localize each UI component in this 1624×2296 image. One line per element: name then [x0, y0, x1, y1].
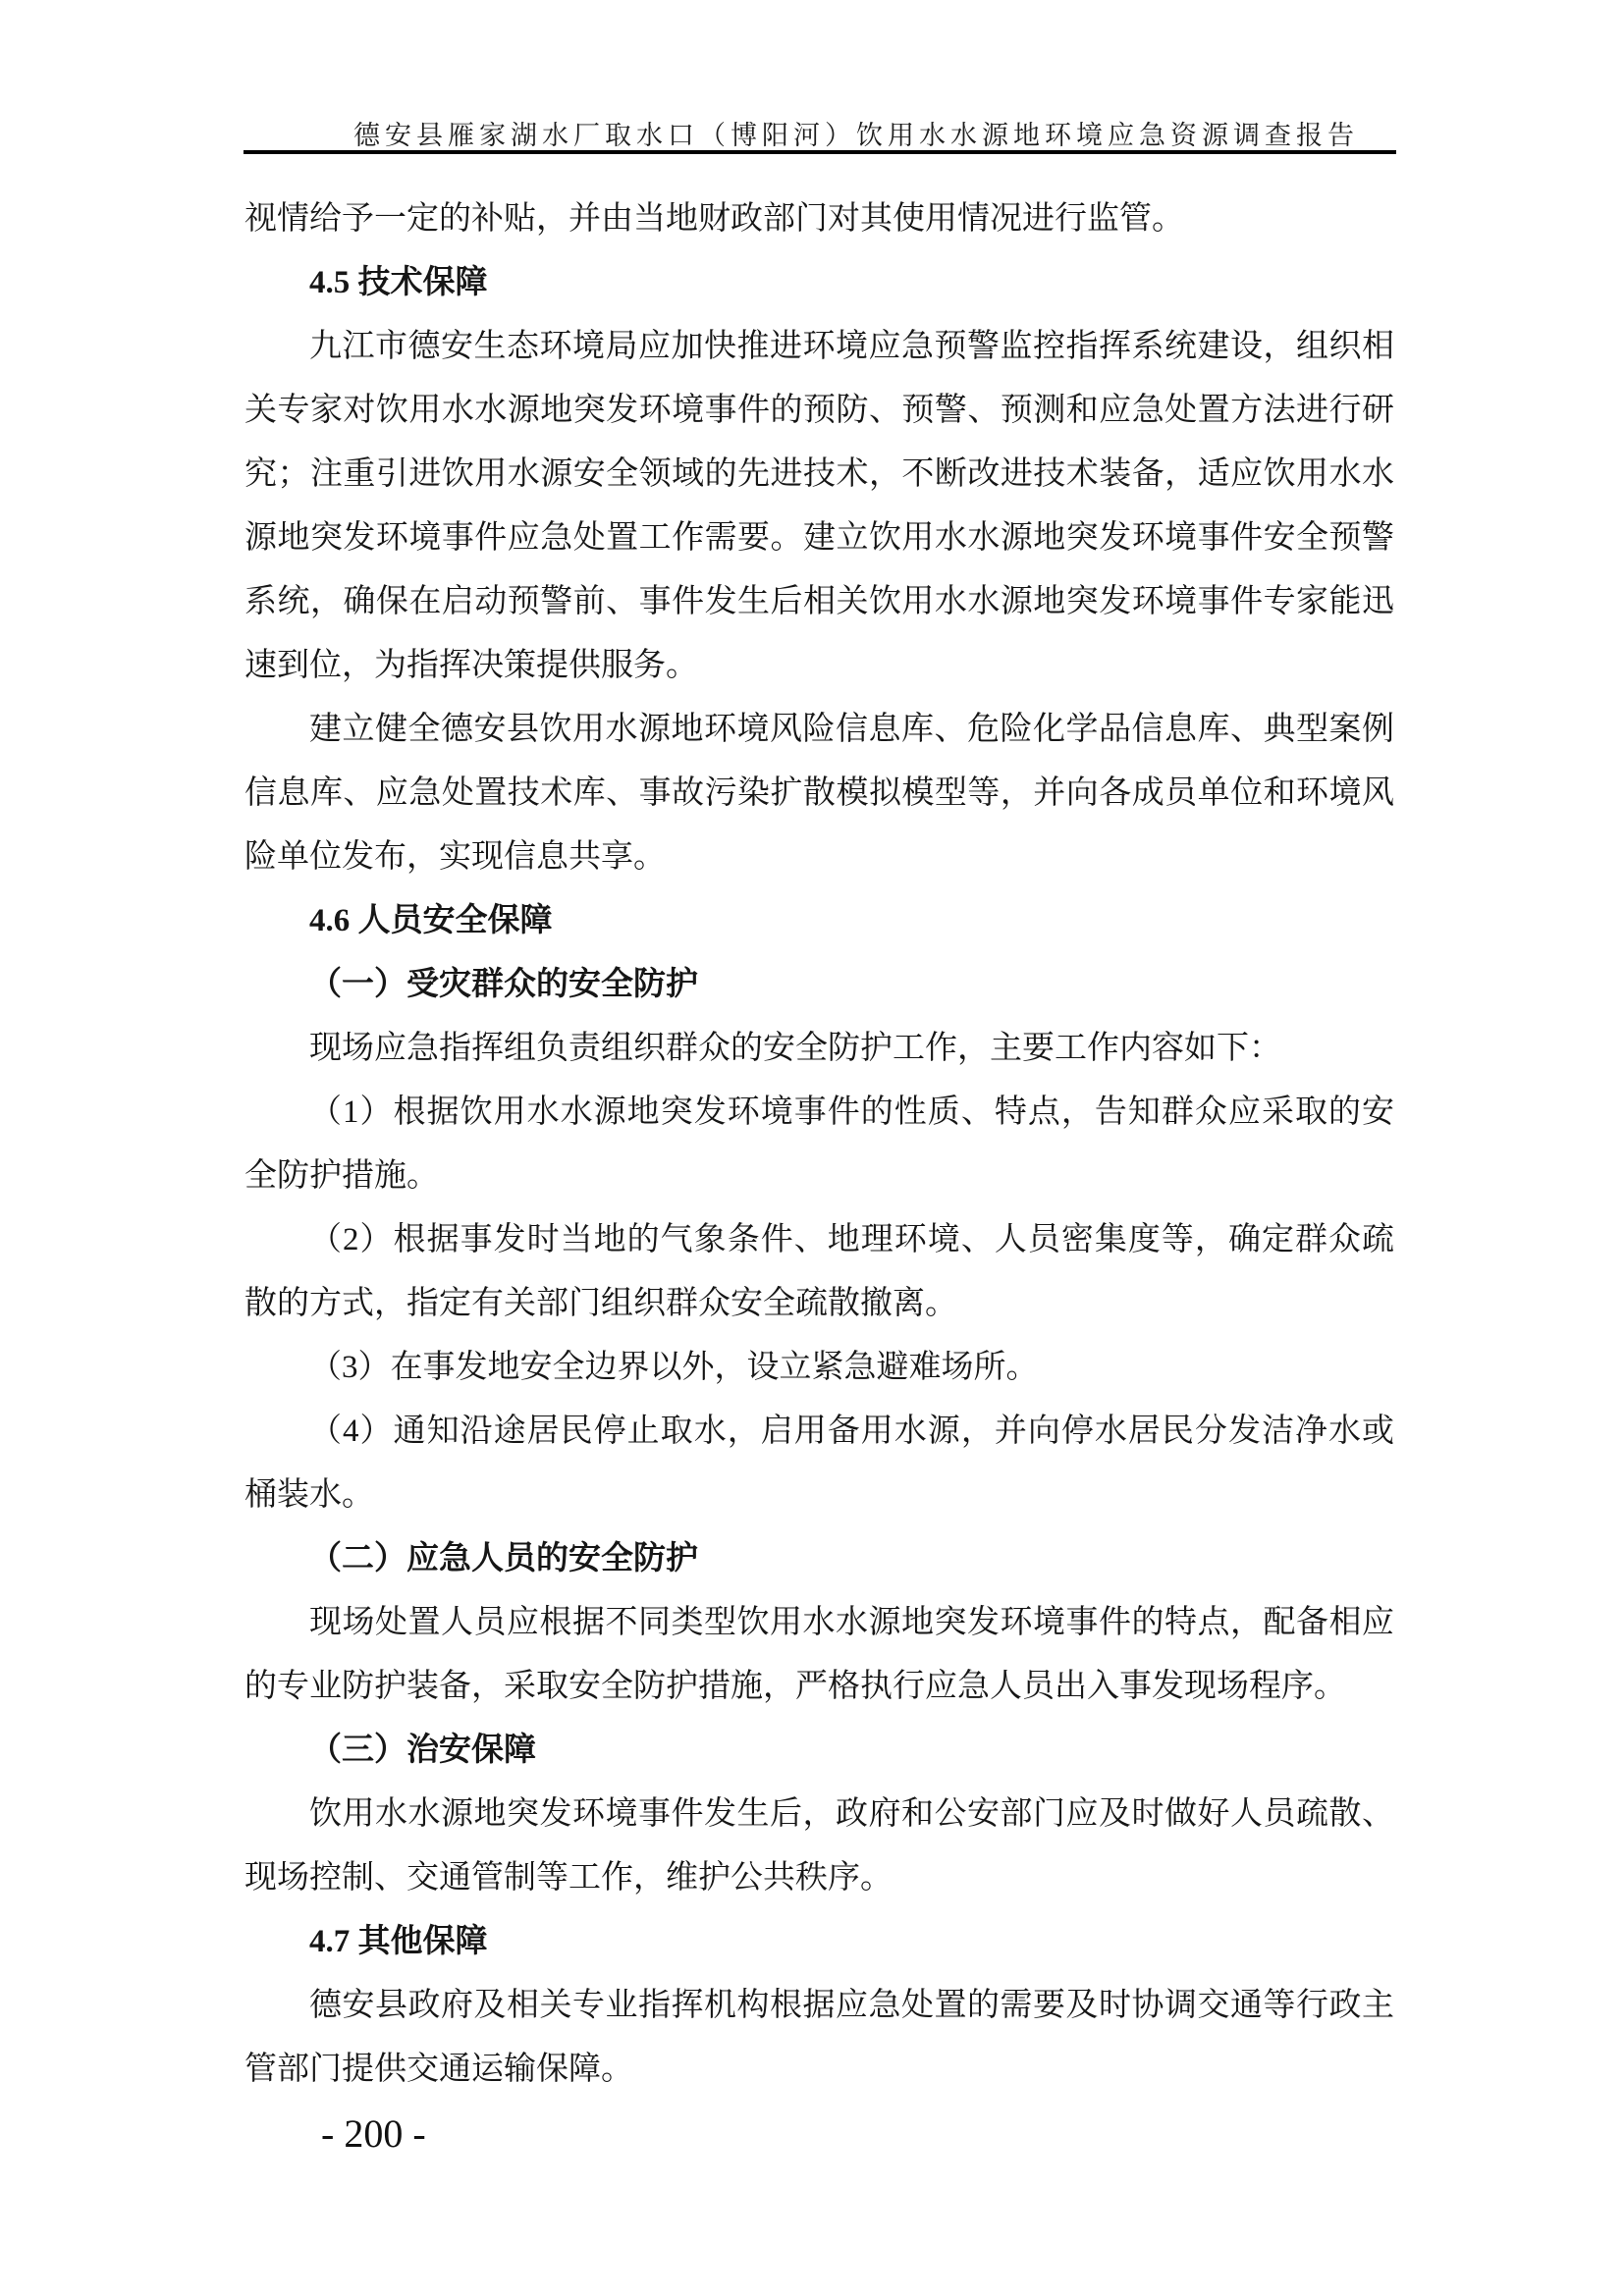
page-number: - 200 - [321, 2111, 426, 2156]
list-item-1-inform-public: （1）根据饮用水水源地突发环境事件的性质、特点，告知群众应采取的安全防护措施。 [244, 1095, 1394, 1194]
header-rule [244, 150, 1396, 154]
section-heading-4-6-personnel-safety: 4.6 人员安全保障 [309, 903, 553, 938]
sub-heading-2-responder-protection: （二）应急人员的安全防护 [309, 1541, 698, 1576]
paragraph-responder-equipment: 现场处置人员应根据不同类型饮用水水源地突发环境事件的特点，配备相应的专业防护装备，采取安全防护措施，严格执行应急人员出入事发现场程序。 [244, 1605, 1394, 1704]
list-item-2-evacuation-method: （2）根据事发时当地的气象条件、地理环境、人员密集度等，确定群众疏散的方式，指定有关部门组织群众安全疏散撤离。 [244, 1222, 1394, 1321]
list-item-4-stop-water-intake: （4）通知沿途居民停止取水，启用备用水源，并向停水居民分发洁净水或桶装水。 [244, 1414, 1394, 1513]
paragraph-information-databases: 建立健全德安县饮用水源地环境风险信息库、危险化学品信息库、典型案例信息库、应急处置技术库、事故污染扩散模拟模型等，并向各成员单位和环境风险单位发布，实现信息共享。 [244, 712, 1394, 875]
paragraph-public-security-duties: 饮用水水源地突发环境事件发生后，政府和公安部门应及时做好人员疏散、现场控制、交通管制等工作，维护公共秩序。 [244, 1796, 1394, 1896]
paragraph-early-warning-system: 九江市德安生态环境局应加快推进环境应急预警监控指挥系统建设，组织相关专家对饮用水水源地突发环境事件的预防、预警、预测和应急处置方法进行研究；注重引进饮用水源安全领域的先进技术，不断改进技术装备，适应饮用水水源地突发环境事件应急处置工作需要。建立饮用水水源地突发环境事件安全预警系统，确保在启动预警前、事件发生后相关饮用水水源地突发环境事件专家能迅速到位，为指挥决策提供服务。 [244, 329, 1394, 683]
paragraph-onsite-command-duties: 现场应急指挥组负责组织群众的安全防护工作，主要工作内容如下： [309, 1031, 1281, 1066]
section-heading-4-7-other-support: 4.7 其他保障 [309, 1924, 488, 1959]
sub-heading-1-affected-public-protection: （一）受灾群众的安全防护 [309, 967, 698, 1002]
paragraph-subsidy-continuation: 视情给予一定的补贴，并由当地财政部门对其使用情况进行监管。 [244, 201, 1184, 237]
running-header-title: 德安县雁家湖水厂取水口（博阳河）饮用水水源地环境应急资源调查报告 [353, 121, 1359, 150]
list-item-3-emergency-shelter: （3）在事发地安全边界以外，设立紧急避难场所。 [309, 1350, 1039, 1385]
document-body [244, 187, 1394, 2102]
section-heading-4-5-technical-support: 4.5 技术保障 [309, 265, 488, 300]
sub-heading-3-public-security: （三）治安保障 [309, 1733, 536, 1768]
paragraph-transport-support: 德安县政府及相关专业指挥机构根据应急处置的需要及时协调交通等行政主管部门提供交通运输保障。 [244, 1988, 1394, 2087]
